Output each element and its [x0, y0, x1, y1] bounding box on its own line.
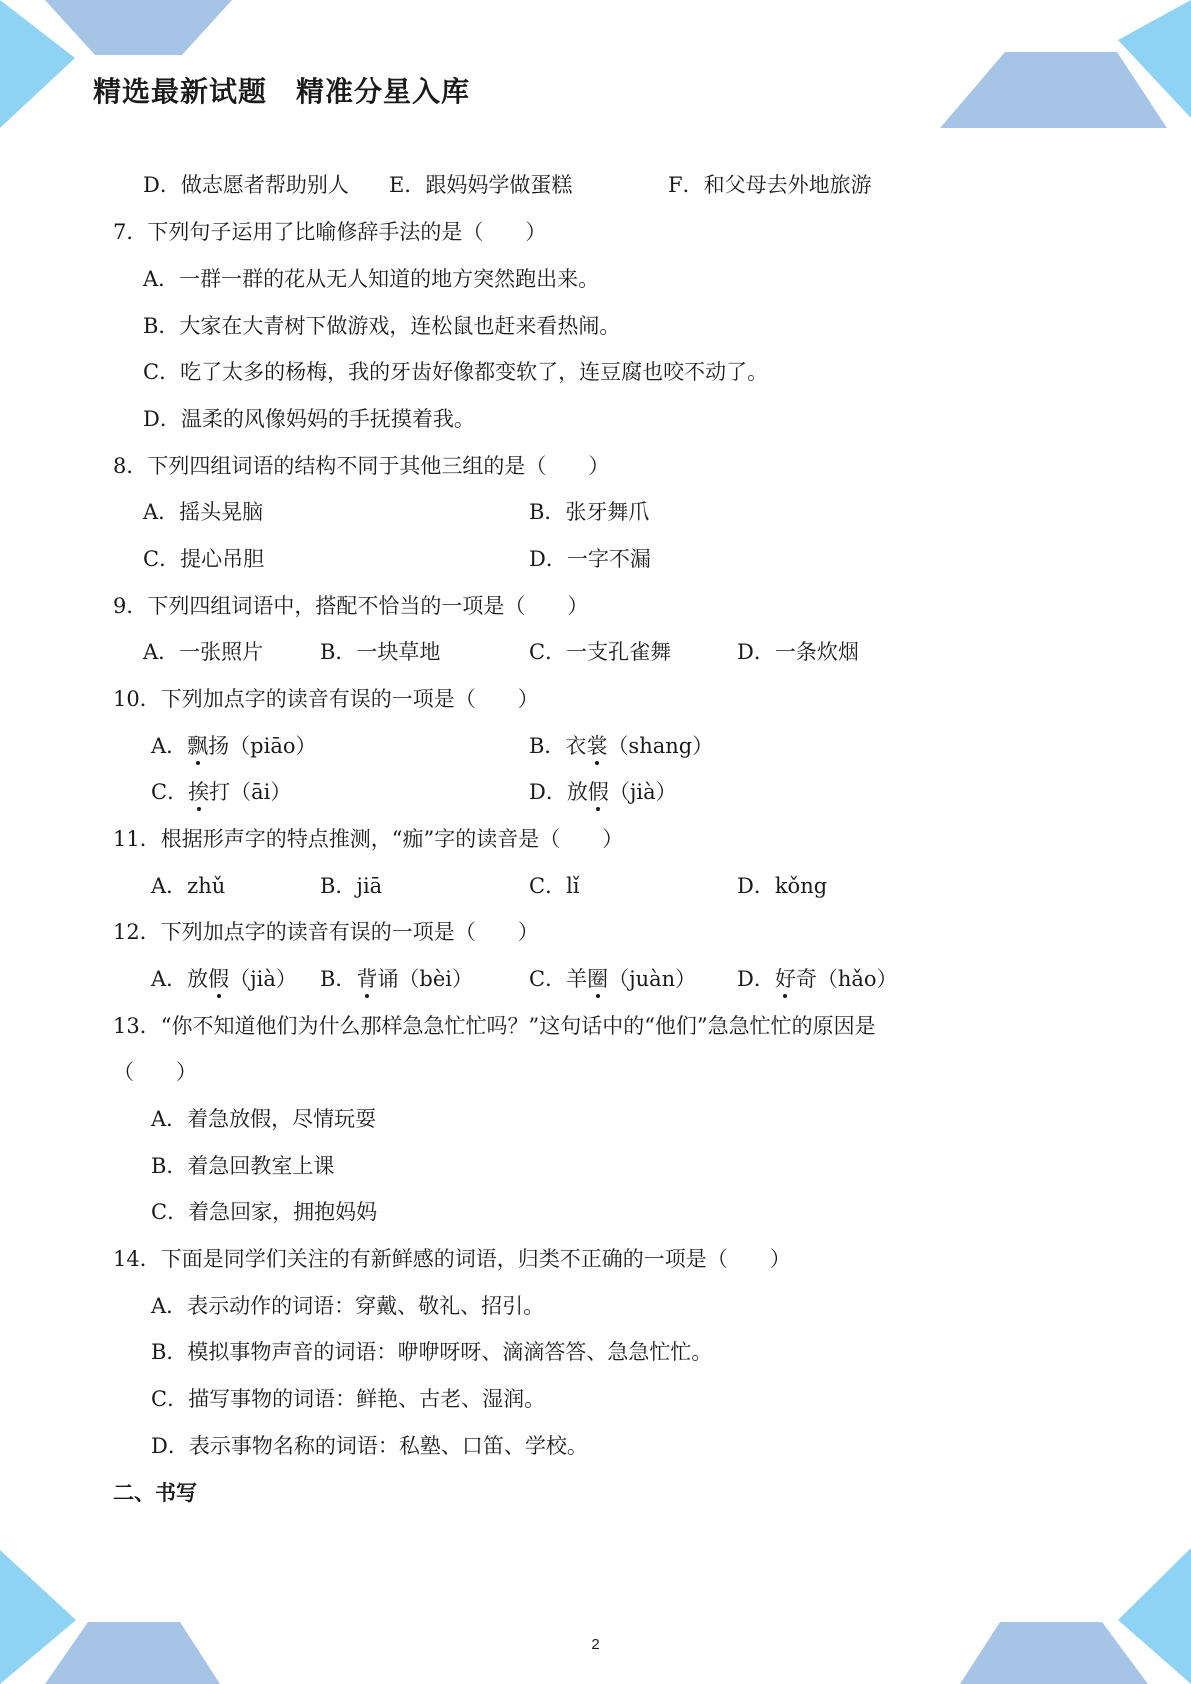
q11-option-a: A．zhǔ — [151, 874, 226, 898]
q6-option-f: F．和父母去外地旅游 — [668, 173, 872, 197]
q7-option-b: B．大家在大青树下做游戏，连松鼠也赶来看热闹。 — [143, 314, 621, 338]
q7-stem: 7．下列句子运用了比喻修辞手法的是（ ） — [113, 220, 547, 244]
q10-option-d-suffix: （jià） — [608, 780, 677, 804]
q8-option-b: B．张牙舞爪 — [529, 500, 650, 524]
q12-option-b-dotted-char: 背 — [356, 964, 377, 994]
q13-option-a: A．着急放假，尽情玩耍 — [151, 1107, 377, 1131]
q14-stem: 14．下面是同学们关注的有新鲜感的词语，归类不正确的一项是（ ） — [113, 1247, 791, 1271]
decor-bottom-right-trapezoid — [960, 1622, 1148, 1684]
q12-stem: 12．下列加点字的读音有误的一项是（ ） — [113, 920, 539, 944]
q10-option-c-dotted-char: 挨 — [188, 777, 209, 807]
q10-option-a-dotted-char: 飘 — [187, 731, 208, 761]
decor-bottom-left-trapezoid — [45, 1622, 220, 1684]
q13-option-b: B．着急回教室上课 — [151, 1154, 335, 1178]
q14-option-b: B．模拟事物声音的词语：咿咿呀呀、滴滴答答、急急忙忙。 — [151, 1340, 713, 1364]
q10-option-c-prefix: C． — [151, 780, 189, 804]
q9-option-a: A．一张照片 — [143, 640, 264, 664]
q6-option-e: E．跟妈妈学做蛋糕 — [389, 173, 573, 197]
q12-option-d-suffix: 奇（hǎo） — [795, 967, 898, 991]
q11-option-d: D．kǒng — [737, 874, 828, 898]
decor-bottom-left-triangle — [0, 1550, 76, 1684]
q12-option-d — [737, 964, 898, 994]
q14-option-a: A．表示动作的词语：穿戴、敬礼、招引。 — [151, 1294, 545, 1318]
q12-option-c-dotted-char: 圈 — [587, 964, 608, 994]
q12-option-b — [320, 964, 473, 994]
q12-option-c-prefix: C．羊 — [529, 967, 588, 991]
q10-option-c-suffix: 打（āi） — [209, 780, 292, 804]
decor-bottom-right-triangle — [1118, 1548, 1191, 1684]
decor-top-right-trapezoid — [940, 52, 1167, 128]
q12-option-d-dotted-char: 好 — [775, 964, 796, 994]
q10-option-b — [529, 731, 713, 761]
q8-option-d: D．一字不漏 — [529, 547, 651, 571]
q6-option-d: D．做志愿者帮助别人 — [143, 173, 349, 197]
q9-option-c: C．一支孔雀舞 — [529, 640, 672, 664]
q9-option-d: D．一条炊烟 — [737, 640, 859, 664]
q8-option-a: A．摇头晃脑 — [143, 500, 264, 524]
q8-stem: 8．下列四组词语的结构不同于其他三组的是（ ） — [113, 454, 610, 478]
q13-stem-continuation: （ ） — [113, 1060, 197, 1084]
q14-option-d: D．表示事物名称的词语：私塾、口笛、学校。 — [151, 1434, 588, 1458]
q13-option-c: C．着急回家，拥抱妈妈 — [151, 1200, 378, 1224]
q12-option-d-prefix: D． — [737, 967, 775, 991]
q10-option-d-prefix: D．放 — [529, 780, 588, 804]
q10-stem: 10．下列加点字的读音有误的一项是（ ） — [113, 687, 539, 711]
q13-stem: 13．“你不知道他们为什么那样急急忙忙吗？”这句话中的“他们”急急忙忙的原因是 — [113, 1014, 876, 1038]
q11-option-b: B．jiā — [320, 874, 383, 898]
q10-option-a-prefix: A． — [151, 734, 188, 758]
q10-option-b-suffix: （shang） — [607, 734, 714, 758]
q11-option-c: C．lǐ — [529, 874, 580, 898]
q12-option-c — [529, 964, 696, 994]
q12-option-c-suffix: （juàn） — [608, 967, 697, 991]
q10-option-c — [151, 777, 291, 807]
section-2-heading: 二、书写 — [113, 1481, 197, 1505]
q14-option-c: C．描写事物的词语：鲜艳、古老、湿润。 — [151, 1387, 546, 1411]
q7-option-c: C．吃了太多的杨梅，我的牙齿好像都变软了，连豆腐也咬不动了。 — [143, 360, 769, 384]
q12-option-a-dotted-char: 假 — [208, 964, 229, 994]
q12-option-a-suffix: （jià） — [229, 967, 297, 991]
q10-option-a — [151, 731, 317, 761]
q12-option-b-suffix: 诵（bèi） — [377, 967, 474, 991]
q12-option-b-prefix: B． — [320, 967, 357, 991]
header-title: 精选最新试题 精准分星入库 — [93, 75, 471, 108]
q8-option-c: C．提心吊胆 — [143, 547, 265, 571]
decor-top-left-trapezoid — [45, 0, 232, 55]
q9-option-b: B．一块草地 — [320, 640, 441, 664]
q10-option-b-prefix: B．衣 — [529, 734, 587, 758]
q10-option-d — [529, 777, 677, 807]
decor-top-right-triangle — [1118, 0, 1191, 118]
q10-option-b-dotted-char: 裳 — [586, 731, 607, 761]
q9-stem: 9．下列四组词语中，搭配不恰当的一项是（ ） — [113, 594, 589, 618]
q11-stem: 11．根据形声字的特点推测，“痂”字的读音是（ ） — [113, 827, 624, 851]
q12-option-a-prefix: A．放 — [151, 967, 209, 991]
page-number: 2 — [591, 1636, 600, 1653]
q7-option-a: A．一群一群的花从无人知道的地方突然跑出来。 — [143, 267, 600, 291]
q12-option-a — [151, 964, 297, 994]
q10-option-d-dotted-char: 假 — [588, 777, 609, 807]
decor-top-left-triangle — [0, 0, 75, 128]
q7-option-d: D．温柔的风像妈妈的手抚摸着我。 — [143, 407, 475, 431]
q10-option-a-suffix: 扬（piāo） — [208, 734, 317, 758]
